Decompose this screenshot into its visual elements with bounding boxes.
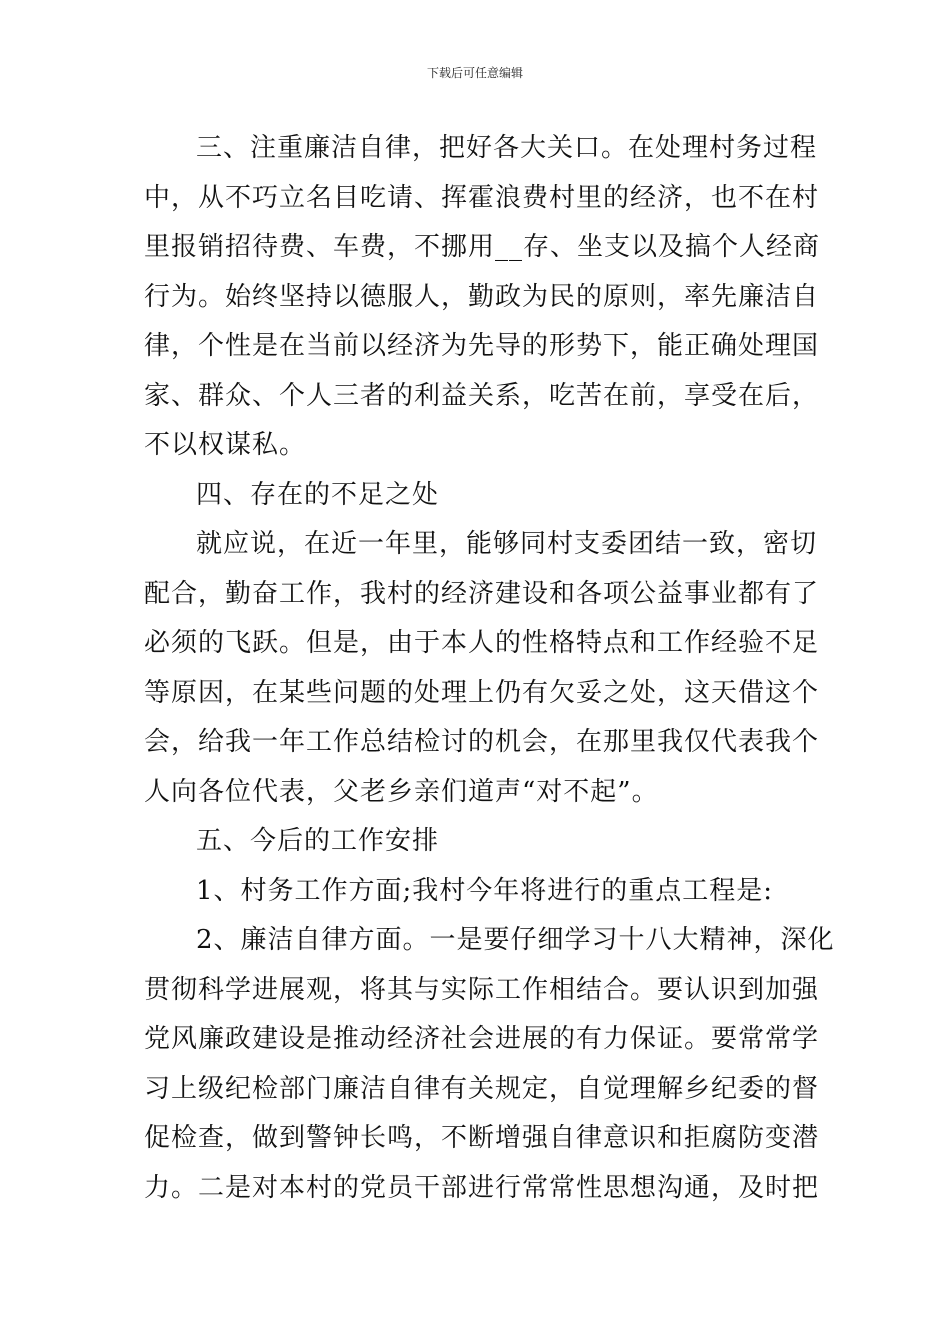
text-line: 三、注重廉洁自律，把好各大关口。在处理村务过程 xyxy=(196,133,818,163)
text-line: 习上级纪检部门廉洁自律有关规定，自觉理解乡纪委的督 xyxy=(144,1073,820,1104)
text-line: 1、村务工作方面;我村今年将进行的重点工程是: xyxy=(196,875,774,906)
text-line: 家、群众、个人三者的利益关系，吃苦在前，享受在后， xyxy=(144,380,820,411)
text-line: 会，给我一年工作总结检讨的机会，在那里我仅代表我个 xyxy=(144,727,820,757)
header-note: 下载后可任意编辑 xyxy=(426,66,523,80)
text-line: 党风廉政建设是推动经济社会进展的有力保证。要常常学 xyxy=(144,1024,820,1054)
text-line: 里报销招待费、车费，不挪用__存、坐支以及搞个人经商 xyxy=(144,232,821,262)
body-text xyxy=(144,124,835,1213)
text-line: 等原因，在某些问题的处理上仍有欠妥之处，这天借这个 xyxy=(144,677,820,708)
text-line: 力。二是对本村的党员干部进行常常性思想沟通，及时把 xyxy=(144,1172,820,1203)
text-line: 2、廉洁自律方面。一是要仔细学习十八大精神，深化 xyxy=(196,925,835,955)
text-line: 贯彻科学进展观，将其与实际工作相结合。要认识到加强 xyxy=(144,974,820,1005)
text-line: 律，个性是在当前以经济为先导的形势下，能正确处理国 xyxy=(144,331,820,361)
text-line: 必须的飞跃。但是，由于本人的性格特点和工作经验不足 xyxy=(144,628,820,658)
text-line: 不以权谋私。 xyxy=(144,430,307,460)
text-line: 人向各位代表，父老乡亲们道声“对不起”。 xyxy=(144,776,659,807)
text-line: 中，从不巧立名目吃请、挥霍浪费村里的经济，也不在村 xyxy=(144,182,820,213)
text-line: 就应说，在近一年里，能够同村支委团结一致，密切 xyxy=(196,529,818,559)
text-line: 配合，勤奋工作，我村的经济建设和各项公益事业都有了 xyxy=(144,578,820,609)
text-line: 促检查，做到警钟长鸣，不断增强自律意识和拒腐防变潜 xyxy=(144,1123,820,1153)
text-line: 五、今后的工作安排 xyxy=(196,826,440,856)
text-line: 四、存在的不足之处 xyxy=(196,479,440,510)
text-line: 行为。始终坚持以德服人，勤政为民的原则，率先廉洁自 xyxy=(144,281,820,312)
